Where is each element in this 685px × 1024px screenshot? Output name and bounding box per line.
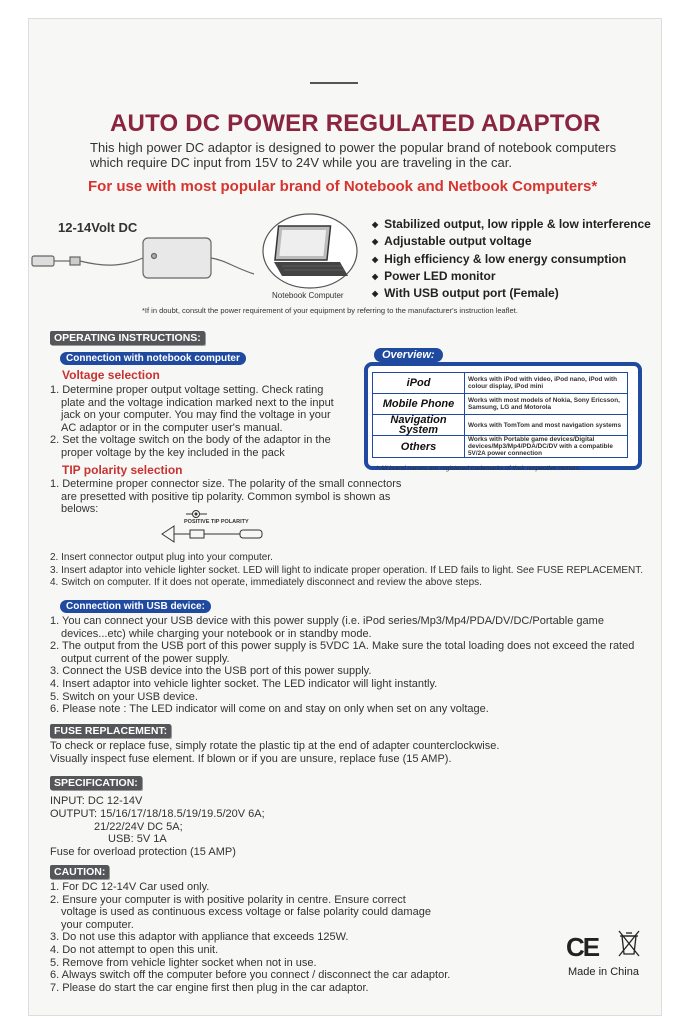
spec-usb: USB: 5V 1A: [108, 833, 167, 846]
notebook-illustration: [262, 212, 358, 290]
list-item: 2. The output from the USB port of this power supply is 5VDC 1A. Make sure the total loading does not exceed the rated output current of the power supply.: [50, 640, 635, 665]
compatibility-highlight: For use with most popular brand of Notebook and Netbook Computers*: [88, 178, 598, 195]
table-cell: Works with TomTom and most navigation systems: [465, 415, 628, 436]
list-item: 1. Determine proper output voltage setting. Check rating plate and the voltage indication marked next to the input jack on your computer. You may find the voltage in your AC adaptor or in the computer user's manual.: [50, 384, 334, 434]
notebook-caption: Notebook Computer: [272, 291, 344, 300]
intro-text: This high power DC adaptor is designed to power the popular brand of notebook computers which require DC input from 15V to 24V while you are traveling in the car.: [90, 140, 617, 170]
connection-steps: [50, 552, 650, 590]
brands-note: * All brand names are registered trademarks of their respective owners.: [376, 465, 581, 472]
list-item: 4. Switch on computer. If it does not operate, immediately disconnect and review the above steps.: [50, 577, 482, 589]
list-item: 1. You can connect your USB device with this power supply (i.e. iPod series/Mp3/Mp4/PDA/DV/DC/Portable game devices...etc) while charging your notebook or in standby mode.: [50, 615, 604, 640]
table-cell: Works with Portable game devices/Digital devices/Mp3/Mp4/PDA/DC/DV with a compatible 5V/2A power connection: [465, 436, 628, 458]
list-item: 7. Please do start the car engine first then plug in the car adaptor.: [50, 981, 369, 994]
spec-output-2: 21/22/24V DC 5A;: [94, 820, 183, 833]
hang-slot: [310, 82, 358, 89]
list-item: 4. Insert adaptor into vehicle lighter socket. The LED indicator will light instantly.: [50, 677, 438, 690]
voltage-steps: [50, 384, 340, 460]
spec-text: [50, 795, 450, 859]
caution-header: CAUTION:: [50, 865, 109, 879]
ce-mark: CE: [566, 932, 599, 962]
table-cell: Navigation System: [373, 415, 465, 436]
doubt-note: *If in doubt, consult the power requirement of your equipment by referring to the manufacturer's instruction leaflet.: [142, 306, 518, 315]
adapter-illustration: [30, 228, 255, 298]
list-item: 5. Switch on your USB device.: [50, 690, 198, 703]
notebook-connection-pill: Connection with notebook computer: [60, 352, 246, 365]
usb-connection-pill: Connection with USB device:: [60, 600, 211, 613]
fuse-text: [50, 740, 630, 766]
list-item: 3. Do not use this adaptor with appliance that exceeds 125W.: [50, 931, 349, 944]
list-item: 2. Set the voltage switch on the body of the adaptor in the proper voltage by the key included in the pack: [50, 434, 331, 459]
spec-header: SPECIFICATION:: [50, 776, 142, 790]
spec-output: OUTPUT: 15/16/17/18/18.5/19/19.5/20V 6A;: [50, 807, 265, 820]
voltage-label: 12-14Volt DC: [58, 220, 138, 235]
list-item: 6. Always switch off the computer before you connect / disconnect the car adaptor.: [50, 969, 451, 982]
list-item: 1. For DC 12-14V Car used only.: [50, 881, 210, 893]
table-cell: Mobile Phone: [373, 394, 465, 415]
polarity-label: POSITIVE TIP POLARITY: [184, 519, 249, 525]
list-item: 3. Insert adaptor into vehicle lighter socket. LED will light to indicate proper operation. If LED fails to light. See FUSE REPLACEMENT.: [50, 564, 644, 576]
list-item: 1. Determine proper connector size. The polarity of the small connectors are presetted with positive tip polarity. Common symbol is shown as belows:: [50, 478, 402, 516]
polarity-symbol: [160, 508, 270, 546]
fuse-line: Visually inspect fuse element. If blown or if you are unsure, replace fuse (15 AMP).: [50, 752, 452, 765]
spec-fuse: Fuse for overload protection (15 AMP): [50, 846, 236, 859]
tip-polarity-heading: TIP polarity selection: [62, 463, 183, 477]
fuse-header: FUSE REPLACEMENT:: [50, 724, 171, 738]
overview-table: [372, 372, 628, 458]
made-in-label: Made in China: [568, 966, 639, 978]
list-item: 2. Insert connector output plug into your computer.: [50, 552, 273, 563]
spec-input: INPUT: DC 12-14V: [50, 795, 143, 807]
caution-list: [50, 881, 451, 994]
fuse-line: To check or replace fuse, simply rotate the plastic tip at the end of adapter counterclockwise.: [50, 740, 500, 752]
feature-item: ◆ Power LED monitor: [372, 268, 651, 285]
list-item: 6. Please note : The LED indicator will come on and stay on only when set on any voltage.: [50, 703, 489, 716]
usb-steps: [50, 615, 635, 716]
table-cell: Works with most models of Nokia, Sony Ericsson, Samsung, LG and Motorola: [465, 394, 628, 415]
weee-bin-icon: [616, 928, 642, 958]
table-cell: Works with iPod with video, iPod nano, iPod with colour display, iPod mini: [465, 373, 628, 394]
table-cell: iPod: [373, 373, 465, 394]
feature-item: ◆ Stabilized output, low ripple & low interference: [372, 216, 651, 233]
feature-item: ◆ Adjustable output voltage: [372, 233, 651, 250]
feature-list: [372, 216, 651, 302]
table-row: [373, 436, 628, 458]
overview-label: Overview:: [374, 348, 443, 362]
list-item: 5. Remove from vehicle lighter socket when not in use.: [50, 956, 317, 969]
table-row: [373, 415, 628, 436]
feature-item: ◆ High efficiency & low energy consumption: [372, 251, 651, 268]
voltage-selection-heading: Voltage selection: [62, 368, 160, 382]
list-item: 3. Connect the USB device into the USB port of this power supply.: [50, 665, 372, 678]
table-cell: Others: [373, 436, 465, 458]
feature-item: ◆ With USB output port (Female): [372, 285, 651, 302]
table-row: [373, 394, 628, 415]
page-title: AUTO DC POWER REGULATED ADAPTOR: [110, 110, 601, 137]
list-item: 4. Do not attempt to open this unit.: [50, 943, 219, 956]
list-item: 2. Ensure your computer is with positive polarity in centre. Ensure correct voltage is used as continuous excess voltage or false polarity could damage your computer.: [50, 893, 431, 931]
operating-header: OPERATING INSTRUCTIONS:: [50, 331, 205, 345]
table-row: [373, 373, 628, 394]
